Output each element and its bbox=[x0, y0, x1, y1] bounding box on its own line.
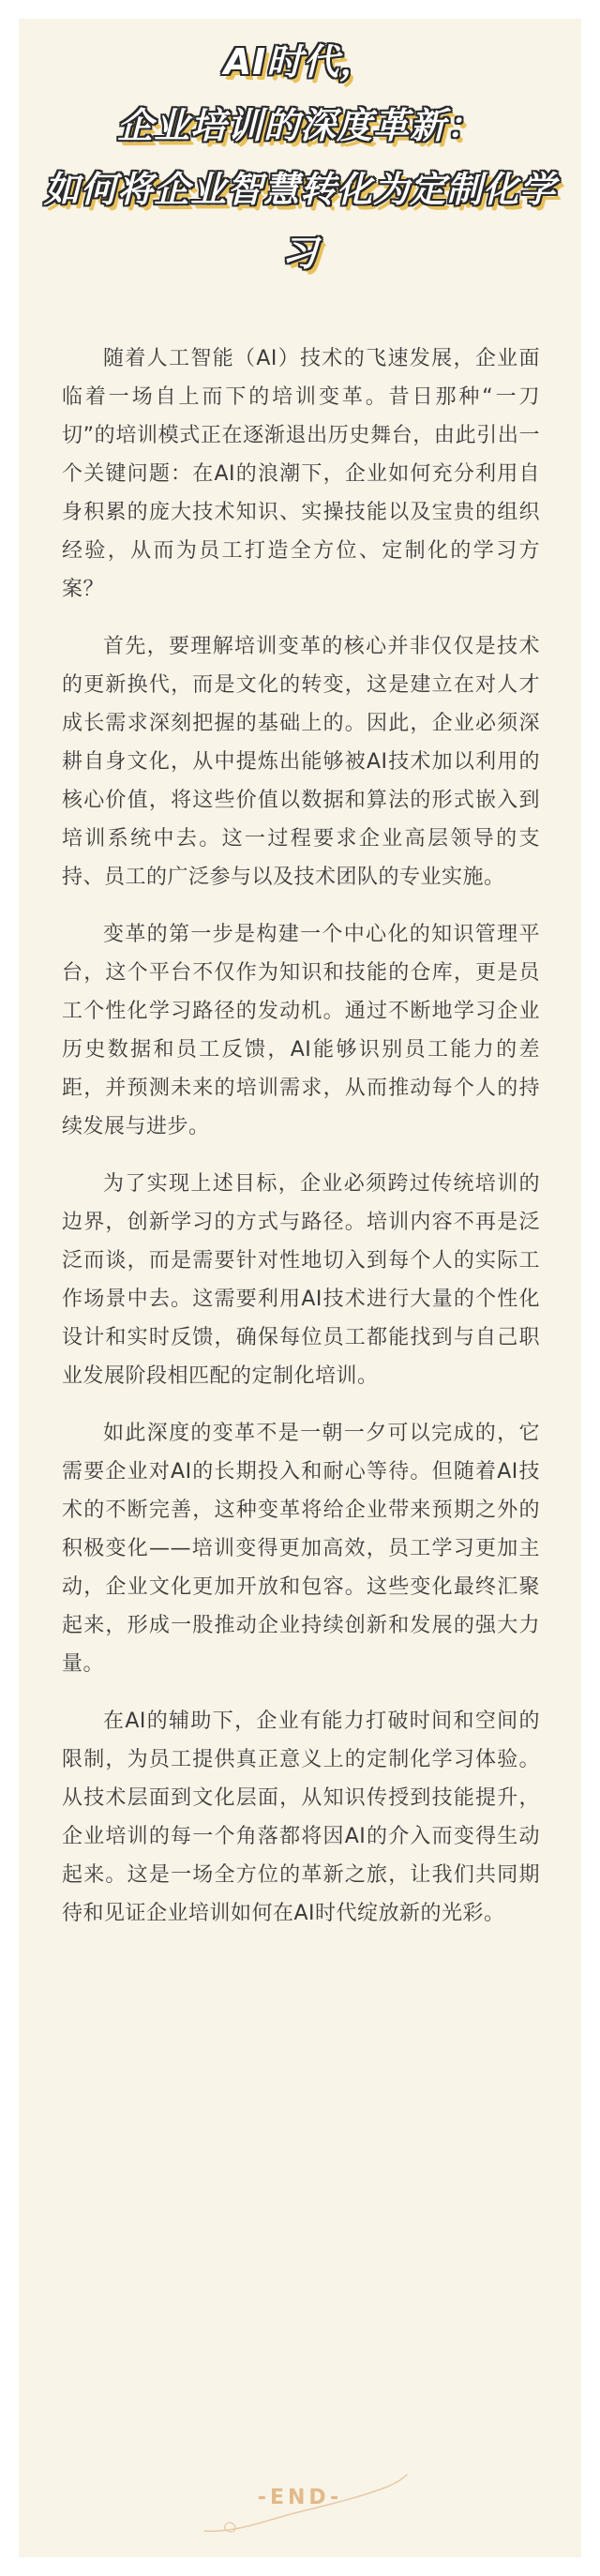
title-line-3: 如何将企业智慧转化为定制化学 bbox=[43, 169, 556, 210]
paragraph-culture: 首先，要理解培训变革的核心并非仅仅是技术的更新换代，而是文化的转变，这是建立在对人才成长需求深刻把握的基础上的。因此，企业必须深耕自身文化，从中提炼出能够被AI技术加以利用的核心价值，将这些价值以数据和算法的形式嵌入到培训系统中去。这一过程要求企业高层领导的支持、员工的广泛参与以及技术团队的专业实施。 bbox=[62, 635, 540, 889]
paragraph-intro: 随着人工智能（AI）技术的飞速发展，企业面临着一场自上而下的培训变革。昔日那种“一刀切”的培训模式正在逐渐退出历史舞台，由此引出一个关键问题：在AI的浪潮下，企业如何充分利用自身积累的庞大技术知识、实操技能以及宝贵的组织经验，从而为员工打造全方位、定制化的学习方案？ bbox=[62, 347, 540, 601]
paragraph-long-term: 如此深度的变革不是一朝一夕可以完成的，它需要企业对AI的长期投入和耐心等待。但随着AI技术的不断完善，这种变革将给企业带来预期之外的积极变化——培训变得更加高效，员工学习更加主动，企业文化更加开放和包容。这些变化最终汇聚起来，形成一股推动企业持续创新和发展的强大力量。 bbox=[62, 1422, 540, 1676]
title-line-4: 习 bbox=[281, 233, 319, 274]
title-line-2: 企业培训的深度革新： bbox=[116, 105, 483, 146]
end-mark bbox=[19, 2473, 581, 2538]
paragraph-conclusion: 在AI的辅助下，企业有能力打破时间和空间的限制，为员工提供真正意义上的定制化学习体验。从技术层面到文化层面，从知识传授到技能提升，企业培训的每一个角落都将因AI的介入而变得生动起来。这是一场全方位的革新之旅，让我们共同期待和见证企业培训如何在AI时代绽放新的光彩。 bbox=[62, 1710, 540, 1925]
article-body bbox=[62, 339, 540, 1951]
article-title bbox=[19, 19, 581, 324]
article-card bbox=[19, 19, 581, 2557]
paragraph-innovation: 为了实现上述目标，企业必须跨过传统培训的边界，创新学习的方式与路径。培训内容不再是泛泛而谈，而是需要针对性地切入到每个人的实际工作场景中去。这需要利用AI技术进行大量的个性化设计和实时反馈，确保每位员工都能找到与自己职业发展阶段相匹配的定制化培训。 bbox=[62, 1172, 540, 1388]
paragraph-platform: 变革的第一步是构建一个中心化的知识管理平台，这个平台不仅作为知识和技能的仓库，更是员工个性化学习路径的发动机。通过不断地学习企业历史数据和员工反馈，AI能够识别员工能力的差距，并预测未来的培训需求，从而推动每个人的持续发展与进步。 bbox=[62, 923, 540, 1138]
title-line-1: AI时代， bbox=[223, 41, 377, 83]
end-label: -END- bbox=[257, 2486, 343, 2509]
